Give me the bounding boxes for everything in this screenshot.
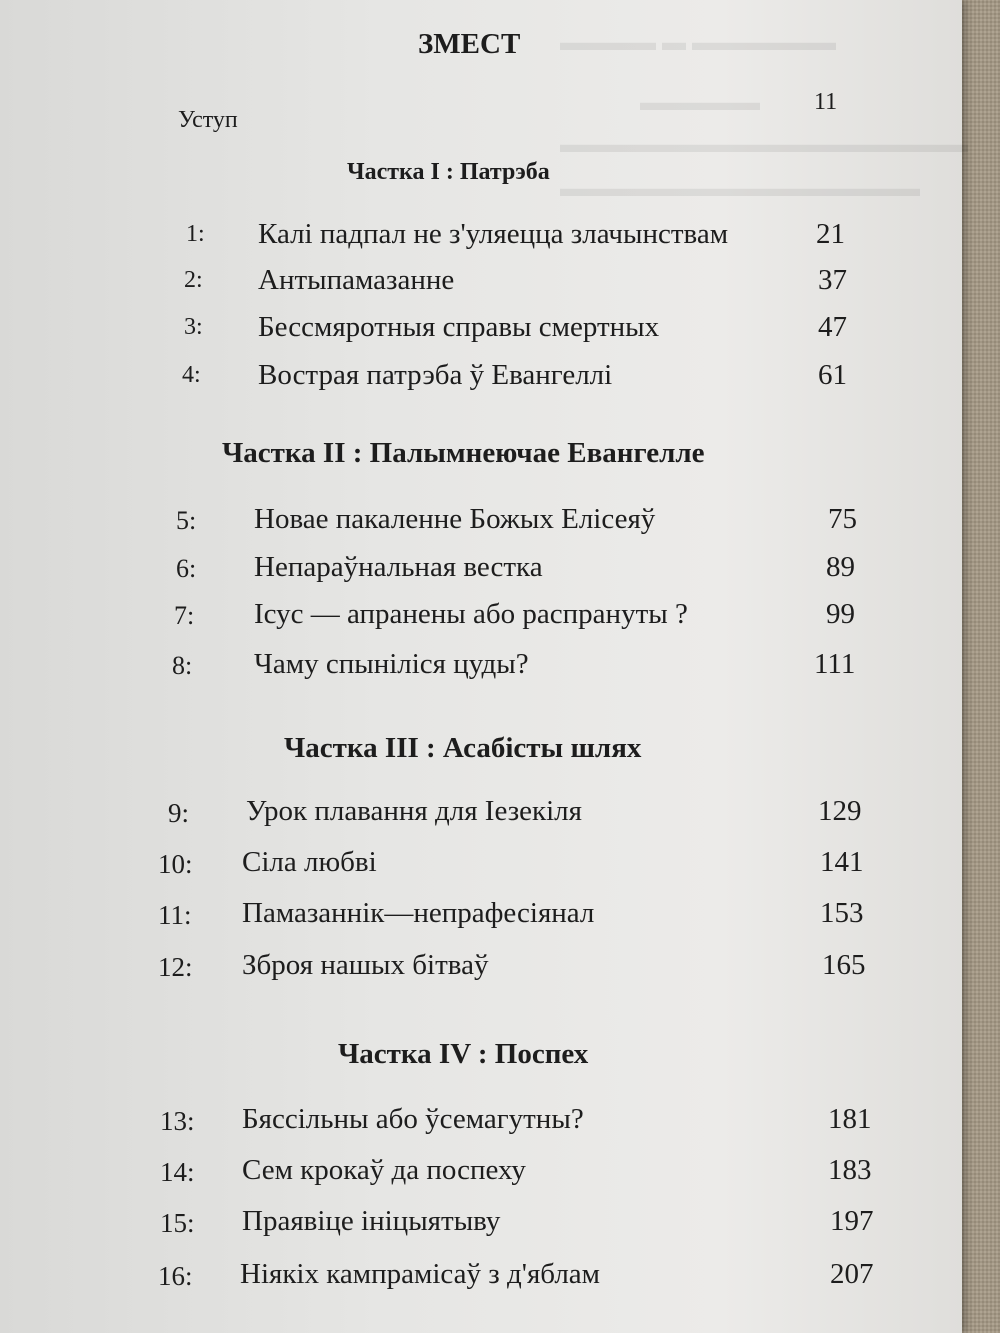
- entry-page: 141: [820, 846, 864, 878]
- show-through-shading: ▬▬▬▬▬: [640, 90, 760, 116]
- intro-label: Уступ: [178, 107, 238, 133]
- entry-number: 14:: [160, 1157, 195, 1187]
- entry-number: 6:: [176, 554, 197, 583]
- entry-title: Калі падпал не з'уляецца злачынствам: [258, 218, 729, 250]
- entry-number: 9:: [168, 798, 190, 828]
- entry-title: Ісус — апранены або распрануты ?: [254, 598, 688, 630]
- entry-page: 89: [826, 551, 855, 583]
- contents-title: ЗМЕСТ: [418, 28, 521, 60]
- entry-title: Бессмяротныя справы смертных: [258, 311, 660, 343]
- entry-number: 11:: [158, 900, 192, 930]
- show-through-shading: ▬▬▬▬ ▬ ▬▬▬▬▬▬: [560, 30, 836, 56]
- entry-title: Вострая патрэба ў Евангеллі: [258, 359, 613, 391]
- entry-title: Зброя нашых бітваў: [242, 949, 489, 981]
- section-heading: Частка II : Палымнеючае Евангелле: [222, 437, 705, 469]
- entry-number: 16:: [158, 1261, 193, 1291]
- entry-title: Непараўнальная вестка: [254, 551, 543, 583]
- entry-number: 10:: [158, 849, 193, 879]
- entry-number: 4:: [182, 362, 201, 388]
- show-through-shading: ▬▬▬▬▬▬▬▬▬▬▬▬▬▬▬: [560, 176, 920, 202]
- entry-page: 47: [818, 311, 847, 343]
- entry-page: 207: [830, 1258, 874, 1290]
- section-heading: Частка I : Патрэба: [347, 159, 550, 185]
- entry-number: 5:: [176, 506, 197, 535]
- entry-page: 183: [828, 1154, 872, 1186]
- section-heading: Частка III : Асабісты шлях: [284, 732, 642, 764]
- entry-title: Бяссільны або ўсемагутны?: [242, 1103, 584, 1135]
- entry-page: 99: [826, 598, 855, 630]
- entry-title: Антыпамазанне: [258, 264, 455, 296]
- entry-number: 7:: [174, 601, 195, 630]
- entry-title: Чаму спыніліся цуды?: [254, 648, 529, 680]
- entry-title: Новае пакаленне Божых Елісеяў: [254, 503, 656, 535]
- entry-page: 21: [816, 218, 845, 250]
- entry-number: 12:: [158, 952, 193, 982]
- entry-number: 3:: [184, 314, 203, 340]
- entry-number: 1:: [186, 221, 205, 247]
- entry-page: 129: [818, 795, 862, 827]
- entry-title: Ніякіх кампрамісаў з д'яблам: [240, 1258, 601, 1290]
- entry-page: 181: [828, 1103, 872, 1135]
- entry-page: 75: [828, 503, 857, 535]
- intro-page: 11: [814, 89, 838, 115]
- entry-title: Сем крокаў да поспеху: [242, 1154, 526, 1186]
- section-heading: Частка IV : Поспех: [338, 1038, 589, 1070]
- entry-number: 15:: [160, 1208, 195, 1238]
- entry-page: 111: [814, 648, 856, 680]
- entry-page: 165: [822, 949, 866, 981]
- entry-page: 61: [818, 359, 847, 391]
- entry-title: Памазаннік—непрафесіянал: [242, 897, 595, 929]
- entry-number: 13:: [160, 1106, 195, 1136]
- entry-number: 8:: [172, 651, 193, 680]
- entry-page: 153: [820, 897, 864, 929]
- entry-title: Праявіце ініцыятыву: [242, 1205, 501, 1237]
- entry-title: Урок плавання для Іезекіля: [246, 795, 582, 827]
- entry-page: 197: [830, 1205, 874, 1237]
- entry-number: 2:: [184, 267, 203, 293]
- entry-title: Сіла любві: [242, 846, 377, 878]
- show-through-shading: ▬▬▬▬▬▬▬▬▬▬▬▬▬▬▬▬▬: [560, 132, 968, 158]
- entry-page: 37: [818, 264, 847, 296]
